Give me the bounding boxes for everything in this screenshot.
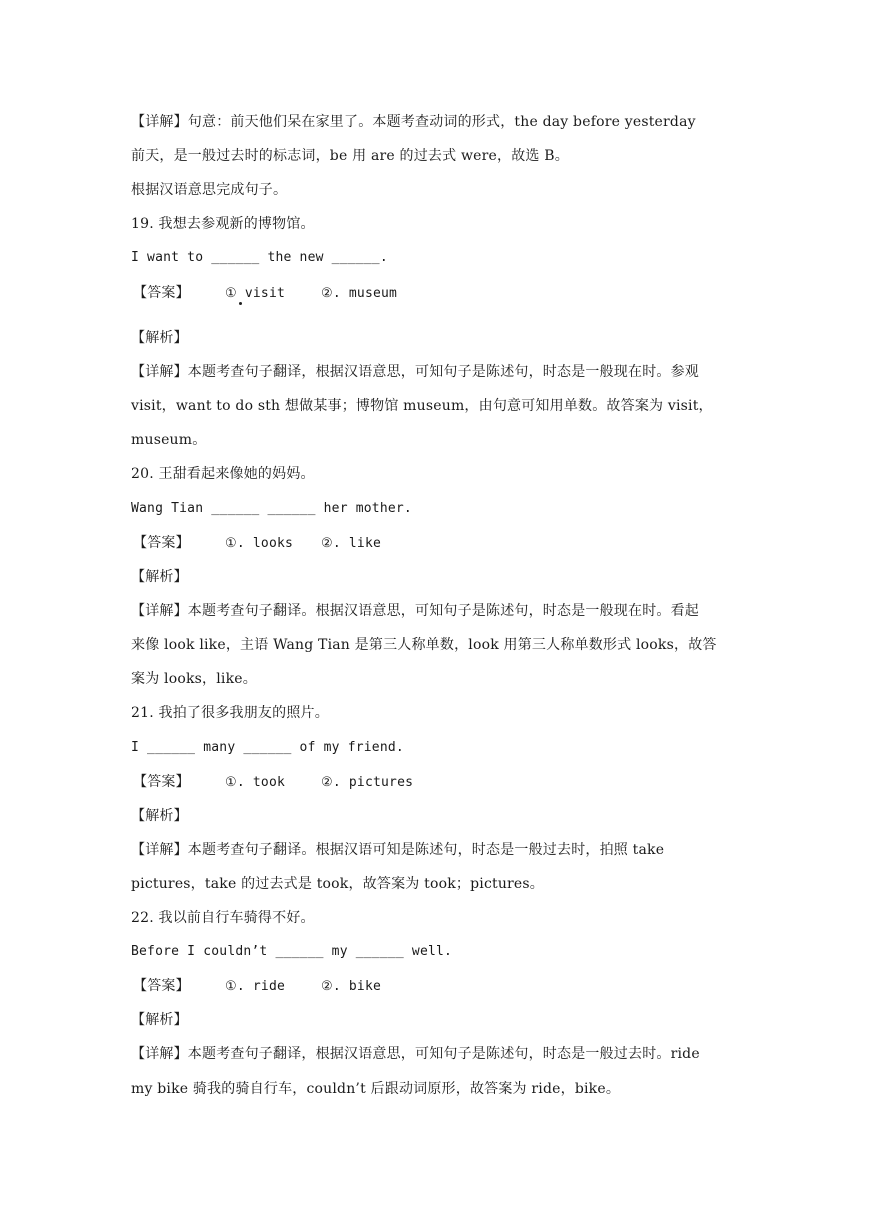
answer-tag: 【答案】 bbox=[133, 535, 190, 551]
explanation-18-line-1: 【详解】句意：前天他们呆在家里了。本题考查动词的形式，the day before yesterday bbox=[131, 114, 696, 130]
analysis-22-tag: 【解析】 bbox=[131, 1012, 188, 1028]
explanation-22-line-1: 【详解】本题考查句子翻译，根据汉语意思，可知句子是陈述句，时态是一般过去时。ride bbox=[131, 1046, 700, 1062]
analysis-21-tag: 【解析】 bbox=[131, 808, 188, 824]
analysis-20-tag: 【解析】 bbox=[131, 569, 188, 585]
answer-20 bbox=[131, 533, 809, 554]
answer-22-blank-2: ②. bike bbox=[321, 979, 382, 994]
explanation-19-line-3: museum。 bbox=[131, 432, 207, 448]
answer-22-blank-1: ①. ride bbox=[225, 979, 286, 994]
explanation-21-line-2: pictures，take 的过去式是 took，故答案为 took；pictures。 bbox=[131, 876, 544, 892]
explanation-20-line-1: 【详解】本题考查句子翻译。根据汉语意思，可知句子是陈述句，时态是一般现在时。看起 bbox=[131, 603, 699, 619]
answer-19-blank-1: ① visit bbox=[225, 286, 286, 301]
explanation-19-line-2: visit，want to do sth 想做某事；博物馆 museum，由句意可知用单数。故答案为 visit， bbox=[131, 398, 713, 414]
question-20-sentence: Wang Tian ______ ______ her mother. bbox=[131, 501, 412, 516]
answer-19 bbox=[131, 283, 809, 304]
answer-19-blank-2: ②. museum bbox=[321, 286, 398, 301]
answer-20-blank-2: ②. like bbox=[321, 536, 382, 551]
question-22-sentence: Before I couldn’t ______ my ______ well. bbox=[131, 944, 453, 959]
question-19-sentence: I want to ______ the new ______. bbox=[131, 250, 388, 265]
question-19-prompt: 19. 我想去参观新的博物馆。 bbox=[131, 216, 315, 232]
answer-tag: 【答案】 bbox=[133, 978, 190, 994]
question-21-prompt: 21. 我拍了很多我朋友的照片。 bbox=[131, 705, 329, 721]
question-21-sentence: I ______ many ______ of my friend. bbox=[131, 740, 404, 755]
question-20-prompt: 20. 王甜看起来像她的妈妈。 bbox=[131, 466, 315, 482]
explanation-19-line-1: 【详解】本题考查句子翻译，根据汉语意思，可知句子是陈述句，时态是一般现在时。参观 bbox=[131, 364, 699, 380]
answer-tag: 【答案】 bbox=[133, 774, 190, 790]
stray-dot-mark bbox=[239, 302, 242, 305]
answer-21-blank-2: ②. pictures bbox=[321, 775, 414, 790]
section-instruction: 根据汉语意思完成句子。 bbox=[131, 182, 288, 198]
answer-tag: 【答案】 bbox=[133, 285, 190, 301]
explanation-20-line-2: 来像 look like，主语 Wang Tian 是第三人称单数，look 用第三人称单数形式 looks，故答 bbox=[131, 637, 717, 653]
answer-22 bbox=[131, 976, 809, 997]
answer-20-blank-1: ①. looks bbox=[225, 536, 294, 551]
explanation-21-line-1: 【详解】本题考查句子翻译。根据汉语可知是陈述句，时态是一般过去时，拍照 take bbox=[131, 842, 665, 858]
answer-21 bbox=[131, 772, 809, 793]
explanation-20-line-3: 案为 looks，like。 bbox=[131, 671, 257, 687]
answer-21-blank-1: ①. took bbox=[225, 775, 286, 790]
explanation-18-line-2: 前天，是一般过去时的标志词，be 用 are 的过去式 were，故选 B。 bbox=[131, 148, 569, 164]
question-22-prompt: 22. 我以前自行车骑得不好。 bbox=[131, 910, 315, 926]
explanation-22-line-2: my bike 骑我的骑自行车，couldn’t 后跟动词原形，故答案为 ride，bike。 bbox=[131, 1081, 621, 1097]
analysis-19-tag: 【解析】 bbox=[131, 330, 188, 346]
